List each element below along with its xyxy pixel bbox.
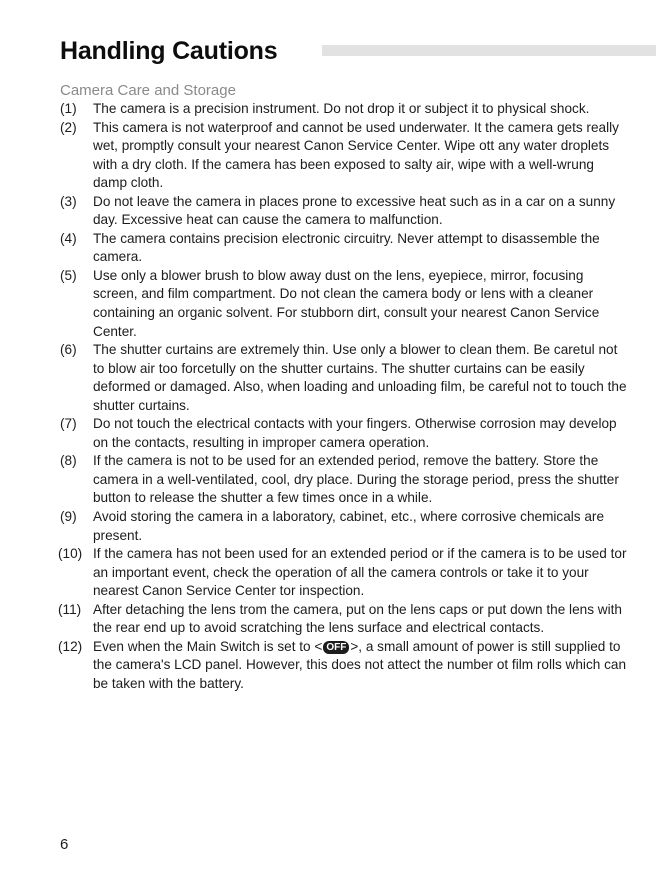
caution-item — [60, 545, 630, 601]
title-row — [60, 36, 656, 66]
page-title: Handling Cautions — [60, 37, 278, 65]
caution-text-after: >, a small amount of power is still supplied to the camera's LCD panel. However, this does not attect the number ot film rolls which can be taken with the battery. — [93, 638, 627, 691]
off-switch-icon: OFF — [323, 641, 349, 654]
caution-number: (5) — [60, 267, 77, 283]
section-heading: Camera Care and Storage — [60, 82, 236, 99]
caution-item — [60, 452, 630, 508]
caution-number: (12) — [58, 638, 83, 654]
caution-number: (1) — [60, 101, 77, 116]
caution-item — [60, 267, 630, 341]
caution-number: (4) — [60, 230, 77, 246]
caution-item — [60, 638, 630, 694]
caution-number: (11) — [58, 601, 82, 617]
caution-item — [60, 601, 630, 638]
caution-text-before: Even when the Main Switch is set to < — [93, 638, 323, 654]
page-number: 6 — [60, 836, 69, 853]
caution-number: (6) — [60, 342, 77, 358]
caution-text: This camera is not waterproof and cannot be used underwater. It the camera gets really wet, promptly consult your nearest Canon Service Center. Wipe ott any water droplets with a dry cloth. If the camera has been exposed to salty air, wipe with a well-wrung damp cloth. — [93, 119, 619, 191]
cautions-list — [60, 100, 630, 694]
caution-item — [60, 100, 630, 119]
caution-text: Do not touch the electrical contacts with your fingers. Otherwise corrosion may develop on the contacts, resulting in improper camera operation. — [93, 416, 617, 450]
caution-number: (8) — [60, 453, 77, 469]
caution-text — [93, 638, 630, 694]
caution-item — [60, 508, 630, 545]
caution-number: (2) — [60, 119, 77, 135]
caution-number: (7) — [60, 416, 77, 432]
caution-item — [60, 230, 630, 267]
caution-number: (10) — [58, 546, 83, 562]
caution-item — [60, 341, 630, 415]
caution-text: The shutter curtains are extremely thin. Use only a blower to clean them. Be caretul not to blow air too forcetully on the shutter curtains. The shutter curtains can be easily deformed or damaged. Also, when loading and unloading film, be careful not to touch the shutter curtains. — [93, 342, 627, 413]
caution-text: Do not leave the camera in places prone to excessive heat such as in a car on a sunny day. Excessive heat can cause the camera to malfunction. — [93, 193, 616, 228]
caution-number: (3) — [60, 193, 77, 209]
caution-text: If the camera has not been used for an extended period or if the camera is to be used tor an important event, check the operation of all the camera controls or take it to your nearest Canon Service Center tor inspection. — [93, 546, 627, 599]
title-rule-bar — [322, 45, 656, 56]
caution-text: After detaching the lens trom the camera, put on the lens caps or put down the lens with the rear end up to avoid scratching the lens surface and electrical contacts. — [93, 601, 622, 636]
caution-item — [60, 415, 630, 452]
caution-text: Use only a blower brush to blow away dust on the lens, eyepiece, mirror, focusing screen, and film compartment. Do not clean the camera body or lens with a cleaner containing an organic solvent. For stubborn dirt, consult your nearest Canon Service Center. — [93, 267, 600, 339]
caution-item — [60, 119, 630, 193]
caution-item — [60, 193, 630, 230]
caution-text: The camera contains precision electronic circuitry. Never attempt to disassemble the camera. — [93, 230, 600, 265]
caution-number: (9) — [60, 509, 77, 525]
caution-text: Avoid storing the camera in a laboratory, cabinet, etc., where corrosive chemicals are present. — [93, 509, 605, 543]
caution-text: If the camera is not to be used for an extended period, remove the battery. Store the camera in a well-ventilated, cool, dry place. During the storage period, press the shutter button to release the shutter a few times once in a while. — [93, 453, 619, 506]
caution-text: The camera is a precision instrument. Do not drop it or subject it to physical shock. — [93, 101, 590, 116]
